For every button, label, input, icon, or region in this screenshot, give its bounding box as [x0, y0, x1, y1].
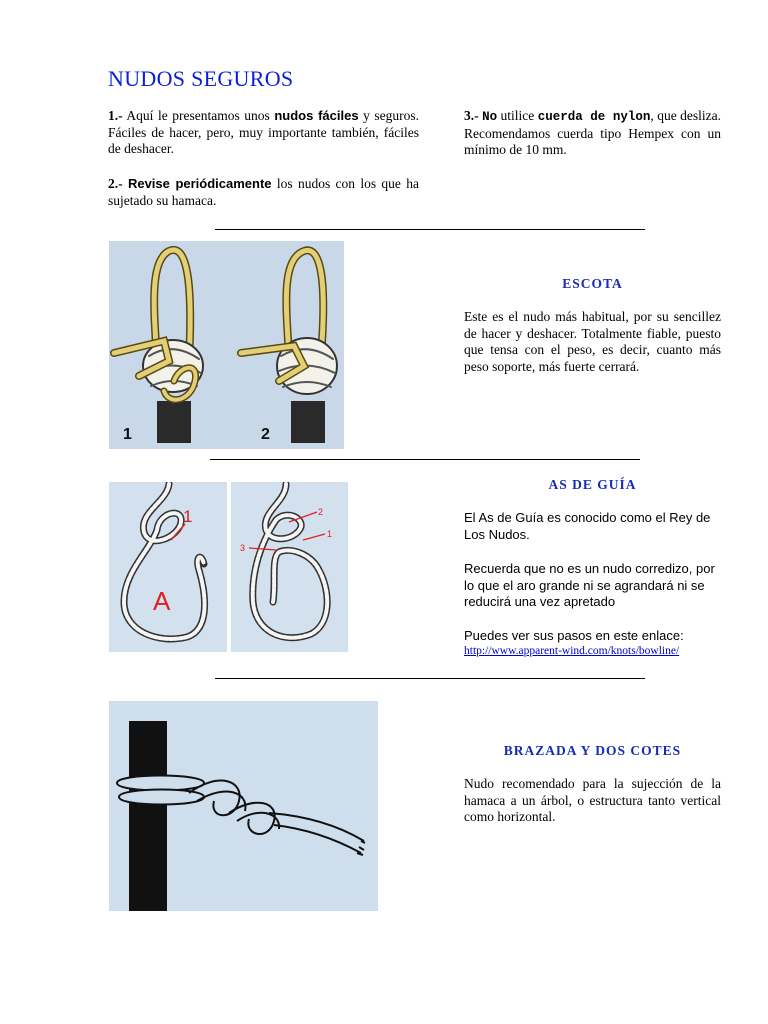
as-de-guia-heading: AS DE GUÍA: [548, 477, 637, 492]
as-de-guia-image-1: [109, 482, 227, 652]
intro-1-pre: Aquí le presentamos unos: [122, 108, 275, 123]
intro-1-post: y seguros. Fáciles de hacer, pero, muy importante también, fáciles de deshacer.: [108, 108, 420, 156]
page-title: NUDOS SEGUROS: [108, 66, 294, 91]
intro-3-post: , que desliza. Recomendamos cuerda tipo Hempex con un mínimo de 10 mm.: [464, 108, 721, 157]
bowline-label-1: 1: [183, 507, 193, 526]
escota-knot-illustration: [109, 241, 344, 449]
bowline-label-a: A: [153, 586, 171, 616]
bowline-step-a: [109, 482, 227, 652]
escota-image: [109, 241, 344, 449]
brazada-knot-illustration: [109, 701, 378, 911]
brazada-description: Nudo recomendado para la sujección de la hamaca a un árbol, o estructura tanto vertical como horizontal.: [464, 776, 721, 824]
escota-label-2: 2: [261, 426, 270, 443]
as-de-guia-text-3: Puedes ver sus pasos en este enlace:: [464, 628, 684, 643]
divider: [210, 459, 640, 460]
bowline-label-1b: 1: [327, 529, 333, 539]
as-de-guia-text-2: Recuerda que no es un nudo corredizo, por lo que el aro grande ni se agrandará ni se reducirá una vez apretado: [464, 561, 715, 609]
escota-heading: ESCOTA: [562, 276, 623, 291]
bowline-step-b: [231, 482, 348, 652]
as-de-guia-text-1: El As de Guía es conocido como el Rey de Los Nudos.: [464, 510, 711, 542]
intro-paragraph-2: [108, 176, 419, 209]
intro-1-number: 1.-: [108, 108, 123, 123]
intro-3-no: No: [482, 110, 498, 124]
brazada-image: [109, 701, 378, 911]
escota-label-1: 1: [123, 426, 132, 443]
intro-3-mid: utilice: [497, 108, 538, 123]
intro-2-post: los nudos con los que ha sujetado su hamaca.: [108, 176, 419, 208]
intro-3-number: 3.-: [464, 108, 479, 123]
bowline-link[interactable]: http://www.apparent-wind.com/knots/bowline/: [464, 645, 680, 657]
bowline-label-2: 2: [318, 507, 324, 517]
divider: [215, 229, 645, 230]
intro-2-bold: Revise periódicamente: [127, 176, 272, 191]
intro-2-number: 2.-: [108, 176, 123, 191]
intro-1-bold: nudos fáciles: [274, 108, 359, 123]
intro-3-bold: cuerda de nylon: [537, 110, 651, 124]
intro-paragraph-3: [464, 108, 721, 159]
escota-description: Este es el nudo más habitual, por su sencillez de hacer y deshacer. Totalmente fiable, puesto que tensa con el peso, es decir, cuanto más peso soporte, más fuerte cerrará.: [464, 309, 721, 374]
as-de-guia-image-2: [231, 482, 348, 652]
brazada-heading: BRAZADA Y DOS COTES: [503, 743, 682, 758]
divider: [215, 678, 645, 679]
intro-paragraph-1: [108, 108, 419, 158]
bowline-label-3: 3: [240, 543, 246, 553]
